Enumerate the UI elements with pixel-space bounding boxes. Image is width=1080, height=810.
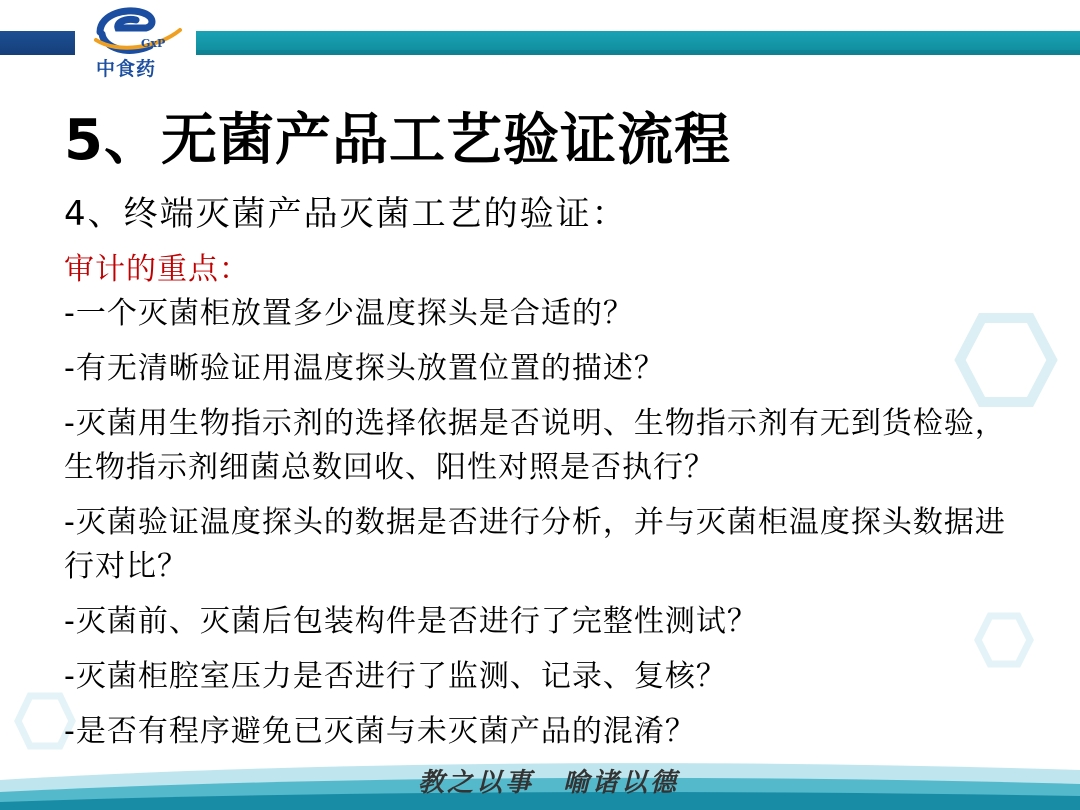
list-item: -灭菌前、灭菌后包装构件是否进行了完整性测试？ [64, 604, 758, 639]
footer-motto: 教之以事 喻诸以德 [418, 768, 680, 798]
list-item: -灭菌柜腔室压力是否进行了监测、记录、复核？ [64, 659, 727, 694]
audit-checklist [64, 292, 1024, 765]
logo-gxp-text: GxP [141, 37, 166, 50]
logo-text: 中食药 [96, 58, 157, 80]
list-item: -一个灭菌柜放置多少温度探头是合适的？ [64, 296, 634, 331]
list-item: -灭菌用生物指示剂的选择依据是否说明、生物指示剂有无到货检验，生物指示剂细菌总数回收、阳性对照是否执行？ [64, 406, 1006, 485]
list-item: -是否有程序避免已灭菌与未灭菌产品的混淆？ [64, 714, 696, 749]
audit-focus-heading: 审计的重点： [64, 252, 250, 287]
section-subtitle: 4、终端灭菌产品灭菌工艺的验证： [64, 194, 628, 234]
header-right-bar-shade [196, 50, 1080, 55]
header-left-bar [0, 31, 75, 55]
page-title: 5、无菌产品工艺验证流程 [64, 108, 731, 173]
list-item: -有无清晰验证用温度探头放置位置的描述？ [64, 351, 665, 386]
list-item: -灭菌验证温度探头的数据是否进行分析，并与灭菌柜温度探头数据进行对比？ [64, 505, 1006, 584]
